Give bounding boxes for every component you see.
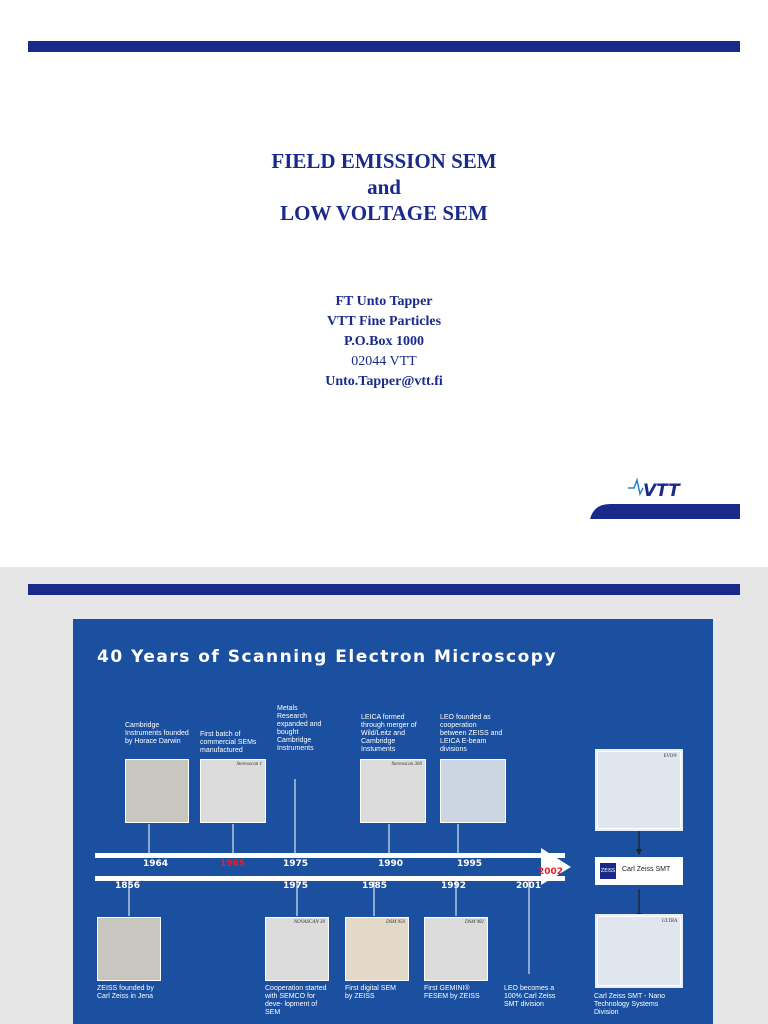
year-1995: 1995	[457, 859, 483, 869]
year-1990: 1990	[378, 859, 404, 869]
year-1964: 1964	[143, 859, 169, 869]
photo-novascan: NOVASCAN 30	[265, 917, 329, 981]
year-1992: 1992	[441, 881, 467, 891]
sem-history-poster	[73, 619, 713, 1024]
year-1965: 1965	[220, 859, 246, 869]
poster-title: 40 Years of Scanning Electron Microscopy	[97, 647, 558, 667]
year-1856: 1856	[115, 881, 141, 891]
photo-dsm950: DSM 950	[345, 917, 409, 981]
contact-pobox: P.O.Box 1000	[344, 334, 424, 349]
caption-metals-research: Metals Research expanded and bought Cambridge Instruments	[277, 705, 322, 752]
caption-leica: LEICA formed through merger of Wild/Leitz and Cambridge Instuments	[361, 714, 417, 753]
year-1985: 1985	[362, 881, 388, 891]
slide-rule	[28, 584, 740, 595]
vtt-logo-icon	[626, 476, 686, 502]
timeline-slide	[0, 567, 768, 1024]
caption-cambridge: Cambridge Instruments founded by Horace Darwin	[125, 722, 189, 745]
zeiss-smt-box	[595, 857, 683, 885]
caption-gemini: First GEMINI® FESEM by ZEISS	[424, 985, 480, 1000]
photo-stereoscan-360: Stereoscan 360	[360, 759, 426, 823]
title-line-3: LOW VOLTAGE SEM	[280, 201, 488, 225]
zeiss-logo-icon: ZEISS	[600, 863, 616, 879]
photo-ultra: ULTRA	[597, 916, 681, 986]
title-line-1: FIELD EMISSION SEM	[271, 149, 497, 173]
caption-first-batch: First batch of commercial SEMs manufactured	[200, 731, 257, 754]
contact-name: FT Unto Tapper	[335, 294, 433, 309]
photo-evo: EVO®	[597, 751, 681, 829]
vtt-swoosh-icon	[590, 502, 740, 519]
year-1975-upper: 1975	[283, 859, 309, 869]
year-2002: 2002	[538, 867, 564, 877]
contact-unit: VTT Fine Particles	[326, 314, 442, 329]
caption-leo-zeiss: LEO becomes a 100% Carl Zeiss SMT division	[504, 985, 556, 1008]
caption-zeiss-founded: ZEISS founded by Carl Zeiss in Jena	[97, 985, 154, 1000]
caption-digital-sem: First digital SEM by ZEISS	[345, 985, 396, 1000]
contact-postcode: 02044 VTT	[351, 354, 417, 369]
year-1975-lower: 1975	[283, 881, 309, 891]
photo-leo	[440, 759, 506, 823]
caption-nts: Carl Zeiss SMT - Nano Technology Systems Division	[594, 993, 666, 1016]
caption-leo-founded: LEO founded as cooperation between ZEISS and LEICA E-beam divisions	[440, 714, 503, 753]
photo-stereoscan: Stereoscan 1	[200, 759, 266, 823]
vtt-logo-text: VTT	[643, 481, 680, 501]
contact-email: Unto.Tapper@vtt.fi	[325, 374, 443, 389]
document-title	[0, 148, 768, 226]
zeiss-smt-label: Carl Zeiss SMT	[622, 866, 671, 873]
title-line-2: and	[367, 175, 401, 199]
photo-dsm982: DSM 982	[424, 917, 488, 981]
contact-info	[0, 292, 768, 392]
photo-carl-zeiss	[97, 917, 161, 981]
caption-semco: Cooperation started with SEMCO for deve- lopment of SEM	[265, 985, 327, 1016]
top-rule	[28, 41, 740, 52]
year-2001: 2001	[516, 881, 542, 891]
photo-horace-darwin	[125, 759, 189, 823]
